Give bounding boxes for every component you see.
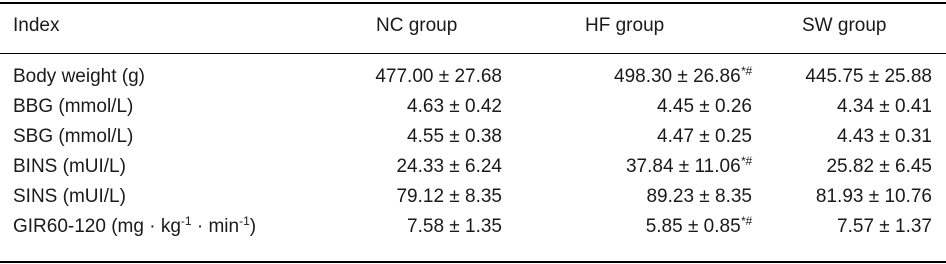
row-index-sbg: SBG (mmol/L): [13, 126, 134, 147]
row-hf-bbg: 4.45 ± 0.26: [657, 96, 752, 117]
table-bottom-rule: [0, 261, 946, 263]
header-sw-group: SW group: [802, 15, 887, 36]
row-sw-bbg: 4.34 ± 0.41: [837, 96, 932, 117]
row-hf-bins: 37.84 ± 11.06*#: [625, 154, 752, 177]
row-hf-sins: 89.23 ± 8.35: [646, 186, 752, 207]
row-nc-bins: 24.33 ± 6.24: [396, 156, 502, 177]
significance-mark: *#: [740, 214, 752, 228]
row-sw-sins: 81.93 ± 10.76: [815, 186, 932, 207]
table-header-rule: [0, 53, 946, 54]
row-index-gir: GIR60-120 $(mg \cdot kg^{-1} \cdot \min^{-1})$: [13, 214, 257, 237]
row-index-body-weight: Body weight (g): [13, 66, 146, 87]
header-index: Index: [13, 15, 60, 36]
row-nc-bbg: 4.63 ± 0.42: [407, 96, 502, 117]
row-nc-sbg: 4.55 ± 0.38: [407, 126, 502, 147]
significance-mark: *#: [740, 64, 752, 78]
row-index-sins: SINS (mUI/L): [13, 186, 126, 207]
row-sw-body-weight: 445.75 ± 25.88: [805, 66, 932, 87]
row-hf-body-weight: 498.30 ± 26.86*#: [614, 64, 752, 87]
row-nc-gir: 7.58 ± 1.35: [407, 216, 502, 237]
row-index-bins: BINS (mUI/L): [13, 156, 126, 177]
header-hf-group: HF group: [585, 15, 665, 36]
row-nc-sins: 79.12 ± 8.35: [396, 186, 502, 207]
row-sw-gir: 7.57 ± 1.37: [837, 216, 932, 237]
significance-mark: *#: [740, 154, 752, 168]
row-index-bbg: BBG (mmol/L): [13, 96, 134, 117]
row-sw-bins: 25.82 ± 6.45: [826, 156, 932, 177]
header-nc-group: NC group: [376, 15, 458, 36]
row-sw-sbg: 4.43 ± 0.31: [837, 126, 932, 147]
row-hf-sbg: 4.47 ± 0.25: [657, 126, 752, 147]
table-top-rule: [0, 2, 946, 4]
row-nc-body-weight: 477.00 ± 27.68: [375, 66, 502, 87]
row-hf-gir: 5.85 ± 0.85*#: [645, 214, 752, 237]
